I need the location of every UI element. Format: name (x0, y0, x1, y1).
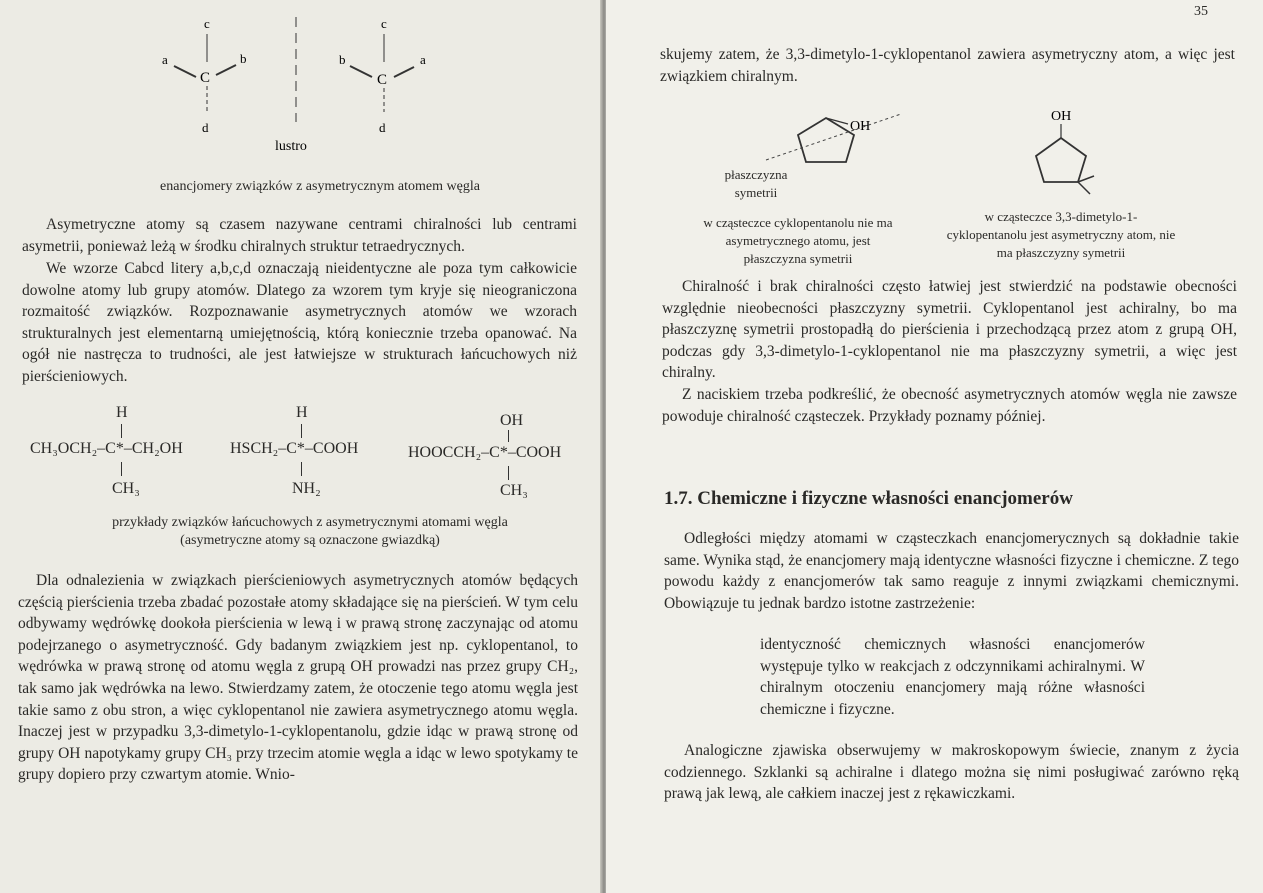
label-b-left: b (240, 51, 247, 66)
carbon-right: C (377, 72, 388, 88)
formula-3: HOOCCH₂–C*–COOH (408, 444, 562, 461)
paragraph-5: Analogiczne zjawiska obserwujemy w makroskopowym świecie, znanym z życia codziennego. Szklanki są achiralne i dlatego można się nimi posługiwać zarówno ręką prawą jak lewą, ale całkiem inaczej jest z rękawiczkami. (664, 742, 1239, 803)
carbon-left: C (200, 70, 211, 86)
formula-3-top: OH (500, 412, 524, 429)
label-c-left: c (204, 16, 210, 31)
caption-cyclopentanol: w cząsteczce cyklopentanolu nie ma asymetrycznego atomu, jest płaszczyzna symetrii (703, 215, 893, 266)
right-page (606, 0, 1263, 893)
label-c-right: c (381, 16, 387, 31)
label-a-right: a (420, 52, 426, 67)
bond-line (301, 462, 302, 476)
paragraph-1: Asymetryczne atomy są czasem nazywane centrami chiralności lub centrami asymetrii, ponieważ leżą w środku chiralnych struktur tetraedrycznych. (22, 216, 577, 255)
formula-3-bottom: CH₃ (500, 482, 528, 499)
bond-line (301, 424, 302, 438)
formula-1-bottom: CH₃ (112, 480, 140, 497)
formulas-caption-2: (asymetryczne atomy są oznaczone gwiazdką) (180, 533, 440, 548)
left-page (0, 0, 602, 893)
label-b-right: b (339, 52, 346, 67)
label-d-right: d (379, 120, 386, 135)
formula-2-top: H (296, 404, 308, 421)
enantiomer-diagram (150, 12, 440, 157)
caption-dimethylcyclopentanol: w cząsteczce 3,3-dimetylo-1-cyklopentanolu jest asymetryczny atom, nie ma płaszczyzny symetrii (946, 209, 1176, 260)
label-a-left: a (162, 52, 168, 67)
bond-line (121, 424, 122, 438)
section-heading: 1.7. Chemiczne i fizyczne własności enancjomerów (664, 488, 1073, 509)
paragraph-3: Dla odnalezienia w związkach pierścieniowych asymetrycznych atomów będących częścią pierścienia trzeba zbadać pozostałe atomy składające się na pierścień. W tym celu odbywamy wędrówkę dookoła pierścienia w lewą i w prawą stronę zaczynając od atomu podejrzanego o asymetryczność. Gdy badanym związkiem jest np. cyklopentanol, to wędrówka w prawą stronę od atomu węgla z grupą OH prowadzi nas przez grupy CH₂, tak samo jak wędrówka na lewo. Stwierdzamy zatem, że otoczenie tego atomu węgla jest takie samo z obu stron, a więc cyklopentanol nie zawiera asymetrycznego atomu węgla. Inaczej jest w przypadku 3,3-dimetylo-1-cyklopentanolu, gdzie idąc w prawą stronę od grupy OH napotykamy grupy CH₃ przy trzecim atomie węgla a idąc w lewo spotykamy te grupy dopiero przy czwartym atomie. Wnio- (18, 572, 578, 784)
page-number: 35 (1194, 4, 1208, 19)
label-d-left: d (202, 120, 209, 135)
paragraph-2: Chiralność i brak chiralności często łatwiej jest stwierdzić na podstawie obecności względnie nieobecności płaszczyzny symetrii. Cyklopentanol jest achiralny, bo ma płaszczyznę symetrii prostopadłą do pierścienia i przechodzącą przez atom z grupą OH, podczas gdy 3,3-dimetylo-1-cyklopentanol nie ma płaszczyzny symetrii, a więc jest chiralny. (662, 278, 1237, 382)
paragraph-2: We wzorze Cabcd litery a,b,c,d oznaczają nieidentyczne ale poza tym całkowicie dowolne atomy lub grupy atomów. Dlatego za wzorem tym kryje się nieograniczona rozmaitość związków. Rozpoznawanie asymetrycznych atomów we wzorach strukturalnych jest elementarną umiejętnością, którą koniecznie trzeba opanować. Na ogół nie nastręcza to trudności, ale jest łatwiejsze w strukturach łańcuchowych niż pierścieniowych. (22, 260, 577, 385)
symmetry-plane-label: płaszczyzna symetrii (724, 167, 788, 200)
formula-1-top: H (116, 404, 128, 421)
oh-label-right: OH (1051, 109, 1072, 124)
symmetry-plane-line (766, 114, 901, 160)
paragraph-4: Odległości między atomami w cząsteczkach enancjomerycznych są dokładnie takie same. Wynika stąd, że enancjomery mają identyczne własności fizyczne i chemiczne. Z tego powodu każdy z enancjomerów tak samo reaguje z innymi związkami chemicznymi. Obowiązuje tu jednak bardzo istotne zastrzeżenie: (664, 530, 1239, 612)
formula-2: HSCH₂–C*–COOH (230, 440, 359, 457)
formula-2-bottom: NH₂ (292, 480, 321, 497)
oh-label-left: OH (850, 119, 871, 134)
bond-line (508, 430, 509, 442)
formula-1: CH₃OCH₂–C*–CH₂OH (30, 440, 183, 457)
mirror-label: lustro (275, 139, 307, 154)
highlighted-note: identyczność chemicznych własności enancjomerów występuje tylko w reakcjach z odczynnikami achiralnymi. W chiralnym otoczeniu enancjomery mają różne własności chemiczne i fizyczne. (760, 636, 1145, 718)
diagram-caption: enancjomery związków z asymetrycznym atomem węgla (160, 179, 480, 194)
paragraph-1: skujemy zatem, że 3,3-dimetylo-1-cyklopentanol zawiera asymetryczny atom, a więc jest związkiem chiralnym. (660, 46, 1235, 85)
bond-line (508, 466, 509, 480)
bond-line (121, 462, 122, 476)
formulas-caption-1: przykłady związków łańcuchowych z asymetrycznymi atomami węgla (112, 515, 508, 530)
paragraph-3: Z naciskiem trzeba podkreślić, że obecność asymetrycznych atomów węgla nie zawsze powoduje chiralność cząsteczek. Przykłady poznamy później. (662, 386, 1237, 425)
